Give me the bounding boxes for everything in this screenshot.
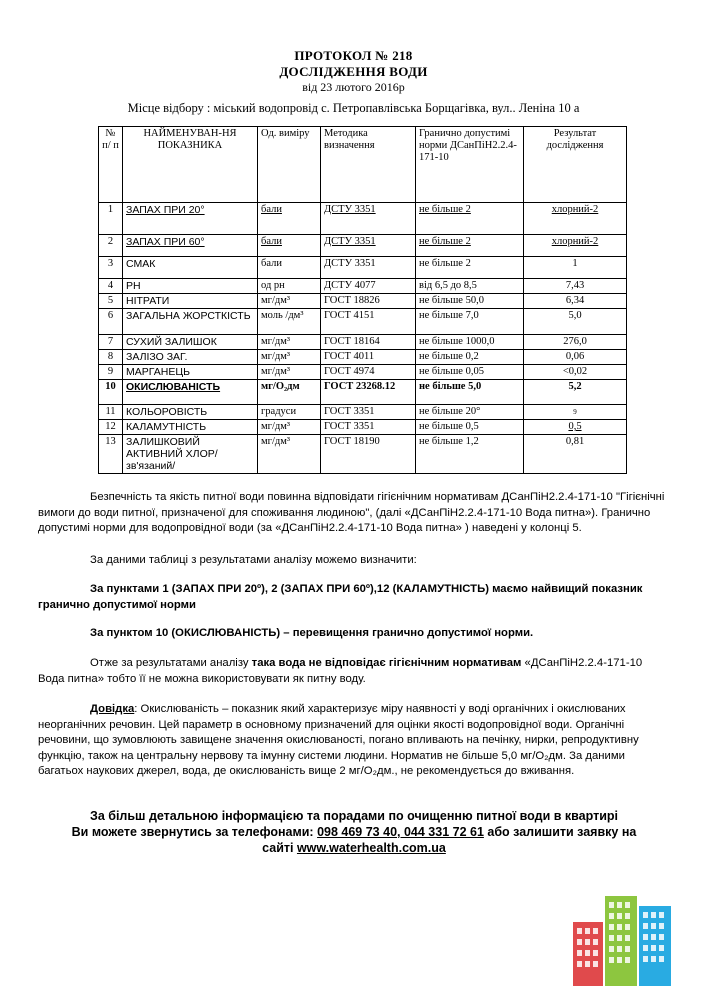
logo-window bbox=[617, 957, 622, 963]
cell-unit: мг/дм³ bbox=[258, 294, 321, 309]
table-row bbox=[99, 279, 627, 294]
cell-unit: мг/дм³ bbox=[258, 365, 321, 380]
cell-method: ДСТУ 4077 bbox=[321, 279, 416, 294]
table-row bbox=[99, 380, 627, 405]
logo-window bbox=[625, 935, 630, 941]
paragraph-analysis-intro: За даними таблиці з результатами аналізу можемо визначити: bbox=[90, 554, 417, 566]
cell-no: 7 bbox=[99, 335, 123, 350]
cell-result: 5,0 bbox=[524, 309, 627, 335]
table-row bbox=[99, 235, 627, 257]
logo-window bbox=[609, 957, 614, 963]
cell-limit: не більше 2 bbox=[416, 203, 524, 235]
table-header-row bbox=[99, 127, 627, 203]
cell-method: ДСТУ 3351 bbox=[321, 203, 416, 235]
cell-unit: мг/О₂дм bbox=[258, 380, 321, 405]
cell-result: <0,02 bbox=[524, 365, 627, 380]
table-row bbox=[99, 294, 627, 309]
cell-limit: не більше 0,05 bbox=[416, 365, 524, 380]
cell-method: ГОСТ 4974 bbox=[321, 365, 416, 380]
cell-unit: моль /дм³ bbox=[258, 309, 321, 335]
cell-method: ГОСТ 3351 bbox=[321, 405, 416, 420]
cell-result: хлорний-2 bbox=[524, 235, 627, 257]
cell-name: ЗАГАЛЬНА ЖОРСТКІСТЬ bbox=[123, 309, 258, 335]
paragraph-point-exceed: За пунктом 10 (ОКИСЛЮВАНІСТЬ) – перевищення гранично допустимої норми. bbox=[90, 627, 534, 639]
sampling-place: Місце відбору : міський водопровід с. Петропавлівська Борщагівка, вул.. Леніна 10 а bbox=[127, 101, 580, 115]
cell-result: 276,0 bbox=[524, 335, 627, 350]
logo-window bbox=[625, 902, 630, 908]
contact-line-3 bbox=[40, 840, 668, 856]
header-unit: Од. виміру bbox=[258, 127, 321, 203]
paragraph-points-max: За пунктами 1 (ЗАПАХ ПРИ 20º), 2 (ЗАПАХ ПРИ 60º),12 (КАЛАМУТНІСТЬ) маємо найвищий показник гранично допустимої норми bbox=[38, 583, 643, 611]
cell-no: 3 bbox=[99, 257, 123, 279]
header-name: НАЙМЕНУВАН-НЯ ПОКАЗНИКА bbox=[123, 127, 258, 203]
reference-label: Довідка bbox=[90, 703, 135, 715]
table-row bbox=[99, 420, 627, 435]
cell-method: ГОСТ 3351 bbox=[321, 420, 416, 435]
cell-limit: не більше 2 bbox=[416, 257, 524, 279]
contact-block bbox=[40, 808, 668, 856]
cell-no: 11 bbox=[99, 405, 123, 420]
logo-window bbox=[659, 923, 664, 929]
cell-result: 6,34 bbox=[524, 294, 627, 309]
logo-window bbox=[577, 961, 582, 967]
logo-window bbox=[659, 945, 664, 951]
cell-result: 9 bbox=[524, 405, 627, 420]
logo-window bbox=[625, 924, 630, 930]
cell-limit: не більше 5,0 bbox=[416, 380, 524, 405]
cell-result: 1 bbox=[524, 257, 627, 279]
header-result: Результат дослідження bbox=[524, 127, 627, 203]
logo-window bbox=[609, 946, 614, 952]
logo-window bbox=[609, 902, 614, 908]
protocol-title: ПРОТОКОЛ № 218 bbox=[294, 48, 413, 63]
table-row bbox=[99, 335, 627, 350]
logo-window bbox=[617, 946, 622, 952]
logo-window bbox=[617, 902, 622, 908]
cell-unit: мг/дм³ bbox=[258, 420, 321, 435]
cell-limit: не більше 7,0 bbox=[416, 309, 524, 335]
paragraph-conclusion bbox=[38, 656, 670, 687]
cell-unit: мг/дм³ bbox=[258, 435, 321, 474]
cell-limit: не більше 2 bbox=[416, 235, 524, 257]
logo-window bbox=[585, 939, 590, 945]
cell-method: ГОСТ 4151 bbox=[321, 309, 416, 335]
logo-window bbox=[643, 923, 648, 929]
cell-name: ЗАЛІЗО ЗАГ. bbox=[123, 350, 258, 365]
logo-window bbox=[593, 939, 598, 945]
contact-site-label: сайті bbox=[262, 841, 297, 855]
cell-name: ЗАПАХ ПРИ 60° bbox=[123, 235, 258, 257]
cell-method: ДСТУ 3351 bbox=[321, 235, 416, 257]
cell-name: СМАК bbox=[123, 257, 258, 279]
contact-line-2 bbox=[40, 824, 668, 840]
cell-unit: бали bbox=[258, 203, 321, 235]
logo-window bbox=[625, 913, 630, 919]
conclusion-part-b: така вода не відповідає гігієнічним нормативам bbox=[251, 657, 522, 669]
logo-window bbox=[625, 946, 630, 952]
logo-window bbox=[651, 956, 656, 962]
cell-no: 6 bbox=[99, 309, 123, 335]
cell-no: 9 bbox=[99, 365, 123, 380]
cell-limit: не більше 0,5 bbox=[416, 420, 524, 435]
cell-name: ЗАЛИШКОВИЙ АКТИВНИЙ ХЛОР/зв'язаний/ bbox=[123, 435, 258, 474]
logo-window bbox=[609, 913, 614, 919]
cell-unit: мг/дм³ bbox=[258, 335, 321, 350]
cell-method: ГОСТ 18826 bbox=[321, 294, 416, 309]
cell-no: 13 bbox=[99, 435, 123, 474]
logo-window bbox=[577, 950, 582, 956]
results-table bbox=[98, 126, 627, 474]
paragraph-norms: Безпечність та якість питної води повинна відповідати гігієнічним нормативам ДСанПіН2.2.4-171-10 "Гігієнічні вимоги до води питної, призначеної для споживання людиною", (далі «ДСанПіН2.2.4-171-10 Вода питна»). Гранично допустимі норми для водопровідної води (за «ДСанПіН2.2.4-171-10 Вода питна» ) наведені у колонці 5. bbox=[38, 491, 665, 534]
contact-line-1: За більш детальною інформацією та порадами по очищенню питної води в квартирі bbox=[89, 809, 619, 823]
conclusion-part-c: «ДСанПіН2.2.4-171-10 Вода питна» тобто її не можна використовувати як питну воду. bbox=[38, 657, 643, 685]
logo-window bbox=[659, 934, 664, 940]
cell-limit: не більше 1,2 bbox=[416, 435, 524, 474]
logo-window bbox=[643, 945, 648, 951]
cell-result: хлорний-2 bbox=[524, 203, 627, 235]
logo-window bbox=[609, 924, 614, 930]
cell-no: 1 bbox=[99, 203, 123, 235]
table-row bbox=[99, 257, 627, 279]
cell-unit: градуси bbox=[258, 405, 321, 420]
logo-window bbox=[617, 924, 622, 930]
logo-window bbox=[593, 961, 598, 967]
cell-result: 0,06 bbox=[524, 350, 627, 365]
table-row bbox=[99, 350, 627, 365]
logo-window bbox=[577, 939, 582, 945]
cell-no: 8 bbox=[99, 350, 123, 365]
cell-no: 2 bbox=[99, 235, 123, 257]
website-link[interactable]: www.waterhealth.com.ua bbox=[296, 841, 446, 855]
cell-limit: не більше 50,0 bbox=[416, 294, 524, 309]
logo-window bbox=[651, 912, 656, 918]
cell-result: 0,81 bbox=[524, 435, 627, 474]
building-blocks-logo-icon bbox=[567, 888, 697, 988]
cell-result: 7,43 bbox=[524, 279, 627, 294]
cell-method: ГОСТ 18190 bbox=[321, 435, 416, 474]
cell-unit: бали bbox=[258, 257, 321, 279]
table-row bbox=[99, 203, 627, 235]
cell-result: 0,5 bbox=[524, 420, 627, 435]
cell-unit: од рн bbox=[258, 279, 321, 294]
cell-name: НІТРАТИ bbox=[123, 294, 258, 309]
logo-window bbox=[651, 945, 656, 951]
protocol-date: від 23 лютого 2016р bbox=[302, 80, 405, 94]
cell-name: РН bbox=[123, 279, 258, 294]
logo-window bbox=[593, 928, 598, 934]
contact-phones[interactable]: 098 469 73 40, 044 331 72 61 bbox=[317, 825, 484, 839]
cell-name: КАЛАМУТНІСТЬ bbox=[123, 420, 258, 435]
cell-no: 5 bbox=[99, 294, 123, 309]
logo-window bbox=[643, 956, 648, 962]
cell-limit: не більше 1000,0 bbox=[416, 335, 524, 350]
table-row bbox=[99, 435, 627, 474]
cell-method: ГОСТ 23268.12 bbox=[321, 380, 416, 405]
logo-window bbox=[593, 950, 598, 956]
cell-name: ЗАПАХ ПРИ 20° bbox=[123, 203, 258, 235]
header-method: Методика визначення bbox=[321, 127, 416, 203]
cell-no: 12 bbox=[99, 420, 123, 435]
cell-method: ГОСТ 4011 bbox=[321, 350, 416, 365]
reference-text: : Окислюваність – показник який характеризує міру наявності у воді органічних і окислюваних неорганічних речовин. Цей параметр в основному призначений для оцінки якості водопровідної води. Органічні речовини, що зумовлюють завищене значення окислюваності, погано впливають на печінку, нирки, репродуктивну функцію, також на центральну нервову та імунну системи людини. Норматив не більше 5,0 мг/О₂дм. За даними багатьох наукових джерел, вода, де окислюваність вище 2 мг/О₂дм., не рекомендується до вживання. bbox=[38, 703, 639, 777]
conclusion-part-a: Отже за результатами аналізу bbox=[90, 657, 252, 669]
logo-window bbox=[643, 934, 648, 940]
logo-window bbox=[617, 913, 622, 919]
logo-window bbox=[659, 912, 664, 918]
cell-no: 4 bbox=[99, 279, 123, 294]
cell-no: 10 bbox=[99, 380, 123, 405]
header-no: № п/ п bbox=[99, 127, 123, 203]
logo-window bbox=[585, 961, 590, 967]
cell-limit: від 6,5 до 8,5 bbox=[416, 279, 524, 294]
protocol-subtitle: ДОСЛІДЖЕННЯ ВОДИ bbox=[279, 64, 428, 79]
logo-window bbox=[659, 956, 664, 962]
table-row bbox=[99, 309, 627, 335]
cell-limit: не більше 0,2 bbox=[416, 350, 524, 365]
logo-window bbox=[609, 935, 614, 941]
contact-phones-label: Ви можете звернутись за телефонами: bbox=[71, 825, 318, 839]
logo-window bbox=[651, 934, 656, 940]
header-limit: Гранично допустимі норми ДСанПіН2.2.4-171-10 bbox=[416, 127, 524, 203]
logo-window bbox=[577, 928, 582, 934]
logo-window bbox=[617, 935, 622, 941]
cell-name: СУХИЙ ЗАЛИШОК bbox=[123, 335, 258, 350]
cell-unit: бали bbox=[258, 235, 321, 257]
logo-window bbox=[585, 928, 590, 934]
cell-method: ГОСТ 18164 bbox=[321, 335, 416, 350]
table-row bbox=[99, 405, 627, 420]
logo-window bbox=[643, 912, 648, 918]
logo-window bbox=[625, 957, 630, 963]
logo-window bbox=[651, 923, 656, 929]
cell-name: МАРГАНЕЦЬ bbox=[123, 365, 258, 380]
cell-name: ОКИСЛЮВАНІСТЬ bbox=[123, 380, 258, 405]
cell-limit: не більше 20° bbox=[416, 405, 524, 420]
table-row bbox=[99, 365, 627, 380]
cell-name: КОЛЬОРОВІСТЬ bbox=[123, 405, 258, 420]
logo-window bbox=[585, 950, 590, 956]
paragraph-reference bbox=[38, 702, 670, 780]
cell-unit: мг/дм³ bbox=[258, 350, 321, 365]
cell-result: 5,2 bbox=[524, 380, 627, 405]
contact-request-text: або залишити заявку на bbox=[483, 825, 637, 839]
cell-method: ДСТУ 3351 bbox=[321, 257, 416, 279]
